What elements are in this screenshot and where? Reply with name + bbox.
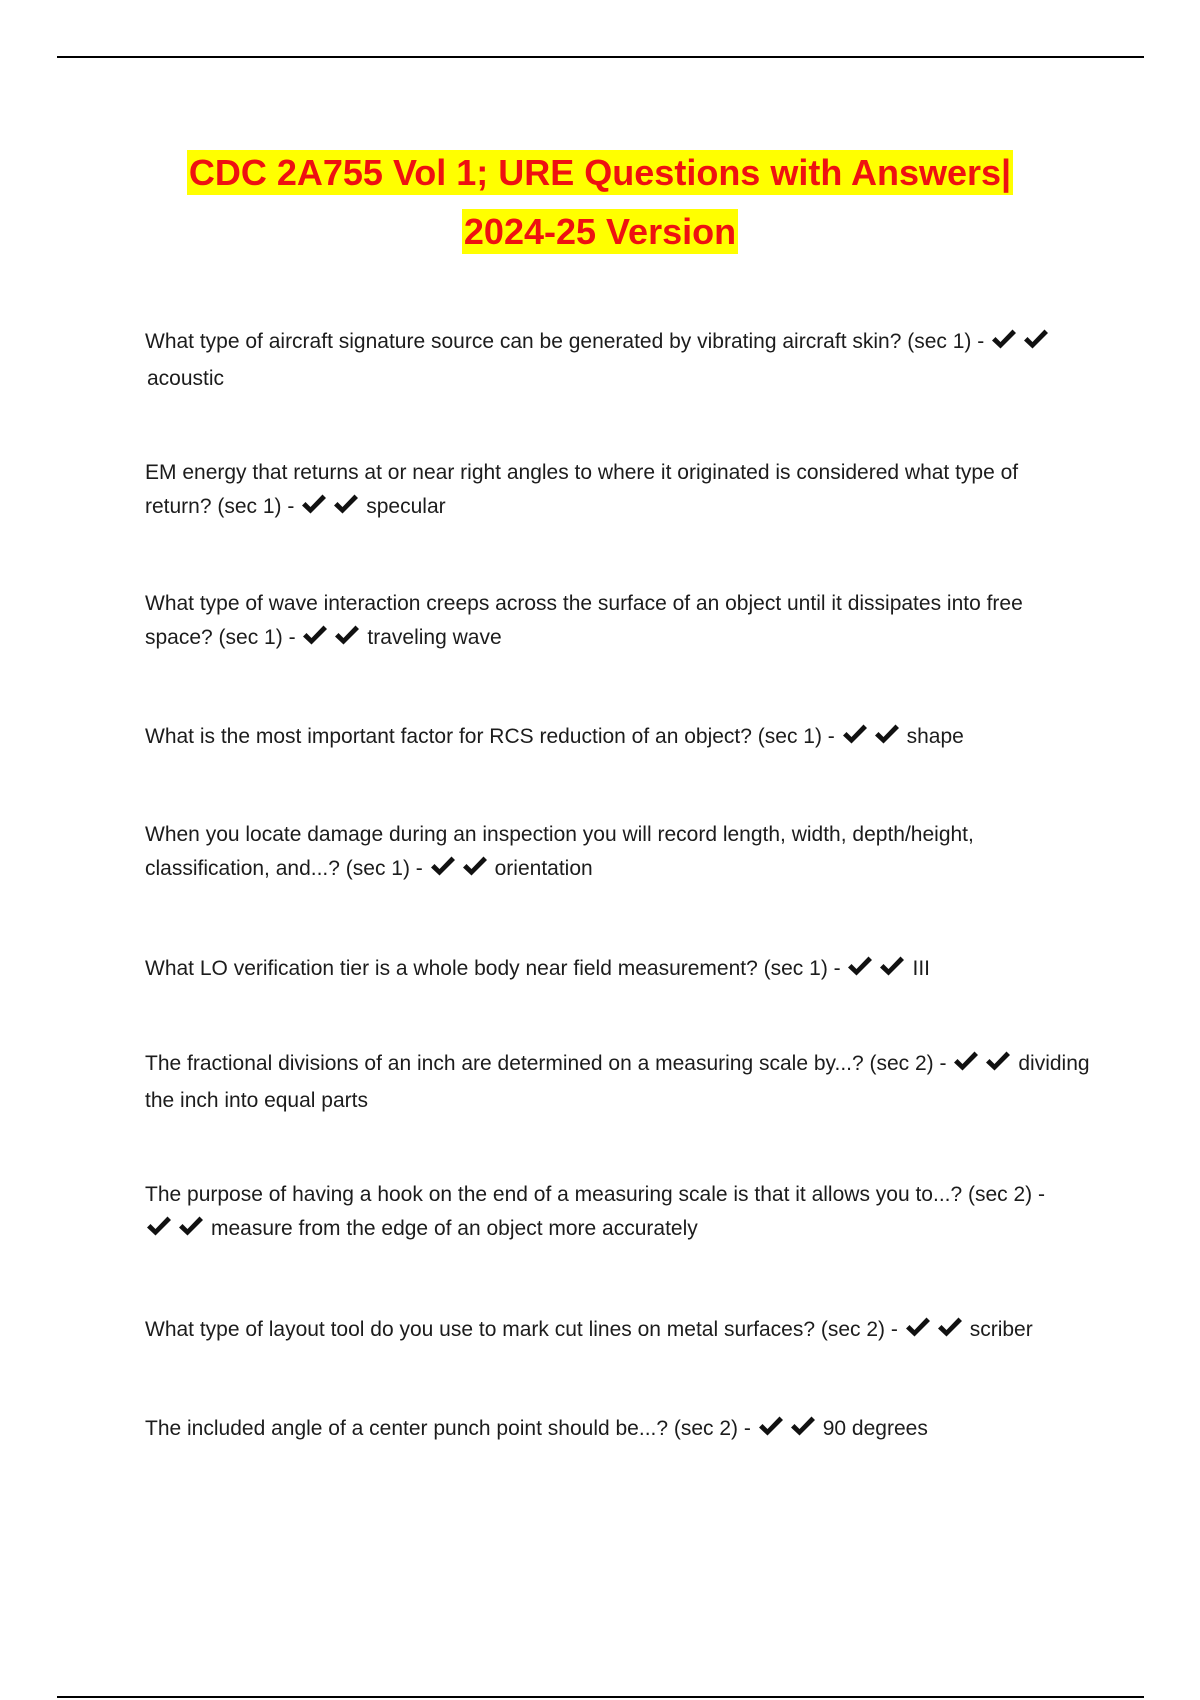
answer-checks	[429, 854, 493, 889]
checkmark-icon	[1022, 327, 1050, 351]
qa-item	[145, 456, 1090, 527]
document-title	[0, 143, 1200, 261]
answer-checks	[301, 623, 365, 658]
question-text: What type of wave interaction creeps across the surface of an object until it dissipates into free space? (sec 1) -	[145, 592, 1023, 649]
checkmark-icon	[461, 854, 489, 878]
title-line-1: CDC 2A755 Vol 1; URE Questions with Answers|	[188, 152, 1012, 193]
answer-checks	[841, 722, 905, 757]
checkmark-icon	[301, 623, 329, 647]
answer-text: scriber	[969, 1318, 1033, 1341]
qa-item	[145, 587, 1090, 658]
checkmark-icon	[904, 1315, 932, 1339]
question-text: EM energy that returns at or near right angles to where it originated is considered what type of return? (sec 1) -	[145, 461, 1019, 518]
question-text: What type of aircraft signature source can be generated by vibrating aircraft skin? (sec 1) -	[145, 330, 985, 353]
answer-text: measure from the edge of an object more accurately	[211, 1217, 698, 1240]
answer-text: shape	[906, 725, 964, 748]
question-text: The purpose of having a hook on the end of a measuring scale is that it allows you to...? (sec 2) -	[145, 1183, 1046, 1206]
checkmark-icon	[300, 492, 328, 516]
qa-item	[145, 952, 1090, 989]
bottom-rule	[57, 1696, 1144, 1698]
qa-item	[145, 720, 1090, 757]
title-line-2: 2024-25 Version	[463, 211, 737, 252]
checkmark-icon	[332, 492, 360, 516]
question-text: The fractional divisions of an inch are determined on a measuring scale by...? (sec 2) -	[145, 1052, 947, 1075]
answer-text: traveling wave	[367, 626, 502, 649]
qa-item	[145, 325, 1090, 396]
answer-checks	[300, 492, 364, 527]
answer-text: acoustic	[147, 367, 225, 390]
question-text: The included angle of a center punch point should be...? (sec 2) -	[145, 1417, 751, 1440]
answer-checks	[952, 1049, 1016, 1084]
checkmark-icon	[757, 1414, 785, 1438]
checkmark-icon	[990, 327, 1018, 351]
checkmark-icon	[177, 1214, 205, 1238]
qa-item	[145, 1313, 1090, 1350]
checkmark-icon	[984, 1049, 1012, 1073]
answer-checks	[846, 954, 910, 989]
answer-checks	[990, 327, 1054, 362]
answer-text: dividing the inch into equal parts	[145, 1052, 1090, 1112]
qa-item	[145, 818, 1090, 889]
question-text: What is the most important factor for RCS reduction of an object? (sec 1) -	[145, 725, 835, 748]
checkmark-icon	[333, 623, 361, 647]
answer-checks	[904, 1315, 968, 1350]
checkmark-icon	[145, 1214, 173, 1238]
answer-text: 90 degrees	[822, 1417, 928, 1440]
checkmark-icon	[789, 1414, 817, 1438]
answer-checks	[145, 1214, 209, 1249]
checkmark-icon	[878, 954, 906, 978]
checkmark-icon	[936, 1315, 964, 1339]
answer-checks	[757, 1414, 821, 1449]
qa-item	[145, 1412, 1090, 1449]
question-text: When you locate damage during an inspection you will record length, width, depth/height, classification, and...? (sec 1) -	[145, 823, 974, 880]
checkmark-icon	[846, 954, 874, 978]
qa-item	[145, 1047, 1090, 1118]
checkmark-icon	[952, 1049, 980, 1073]
question-text: What LO verification tier is a whole body near field measurement? (sec 1) -	[145, 957, 841, 980]
checkmark-icon	[429, 854, 457, 878]
checkmark-icon	[841, 722, 869, 746]
answer-text: orientation	[494, 857, 593, 880]
answer-text: specular	[366, 495, 446, 518]
checkmark-icon	[873, 722, 901, 746]
top-rule	[57, 56, 1144, 58]
qa-item	[145, 1178, 1090, 1249]
question-text: What type of layout tool do you use to mark cut lines on metal surfaces? (sec 2) -	[145, 1318, 898, 1341]
answer-text: III	[912, 957, 930, 980]
